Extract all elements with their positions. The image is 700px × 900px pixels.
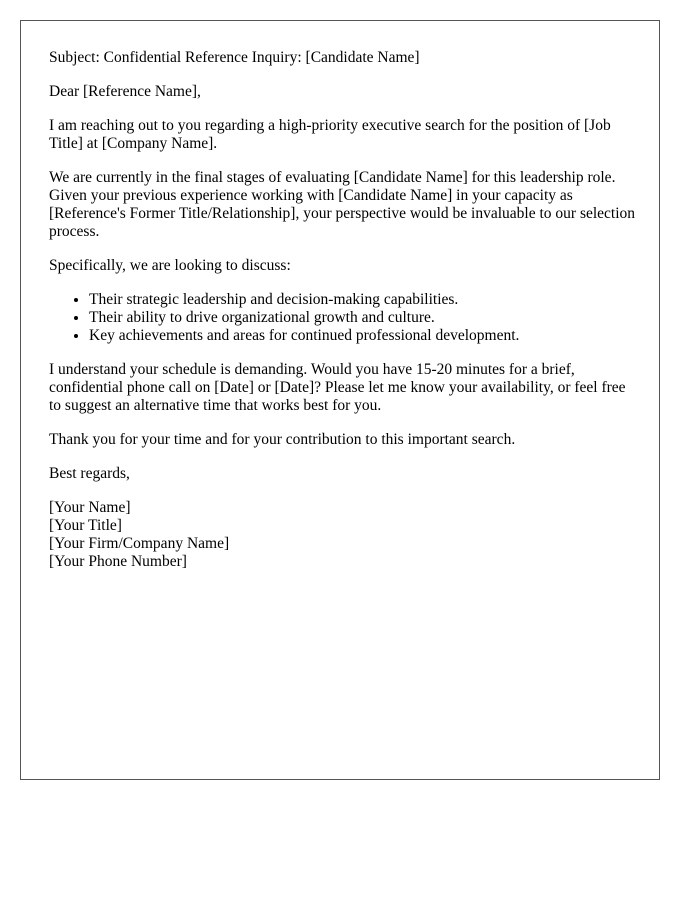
signature-name: [Your Name]: [49, 499, 131, 516]
letter-frame: [20, 20, 660, 780]
signature-title: [Your Title]: [49, 517, 122, 534]
sign-off: Best regards,: [49, 465, 130, 482]
greeting: Dear [Reference Name],: [49, 83, 201, 100]
evaluation-paragraph: We are currently in the final stages of evaluating [Candidate Name] for this leadership role. Given your previous experience working with [Candidate Name] in your capacity as [Reference's Former Title/Relationship], your perspective would be invaluable to our selection process.: [49, 169, 636, 240]
letter-body: [49, 49, 637, 571]
intro-paragraph: I am reaching out to you regarding a high-priority executive search for the position of [Job Title] at [Company Name].: [49, 117, 611, 152]
subject-line: Subject: Confidential Reference Inquiry: [Candidate Name]: [49, 49, 420, 66]
scheduling-paragraph: I understand your schedule is demanding. Would you have 15-20 minutes for a brief, confidential phone call on [Date] or [Date]? Please let me know your availability, or feel free to suggest an alternative time that works best for you.: [49, 361, 626, 414]
signature-company: [Your Firm/Company Name]: [49, 535, 230, 552]
list-item: • Their ability to drive organizational growth and culture.: [89, 309, 637, 327]
list-item: • Key achievements and areas for continued professional development.: [89, 327, 637, 345]
discussion-intro: Specifically, we are looking to discuss:: [49, 257, 291, 274]
thank-you-paragraph: Thank you for your time and for your contribution to this important search.: [49, 431, 516, 448]
list-item: • Their strategic leadership and decision-making capabilities.: [89, 291, 637, 309]
signature-phone: [Your Phone Number]: [49, 553, 187, 570]
discussion-topics-list: [49, 291, 637, 345]
signature-block: [49, 499, 637, 571]
